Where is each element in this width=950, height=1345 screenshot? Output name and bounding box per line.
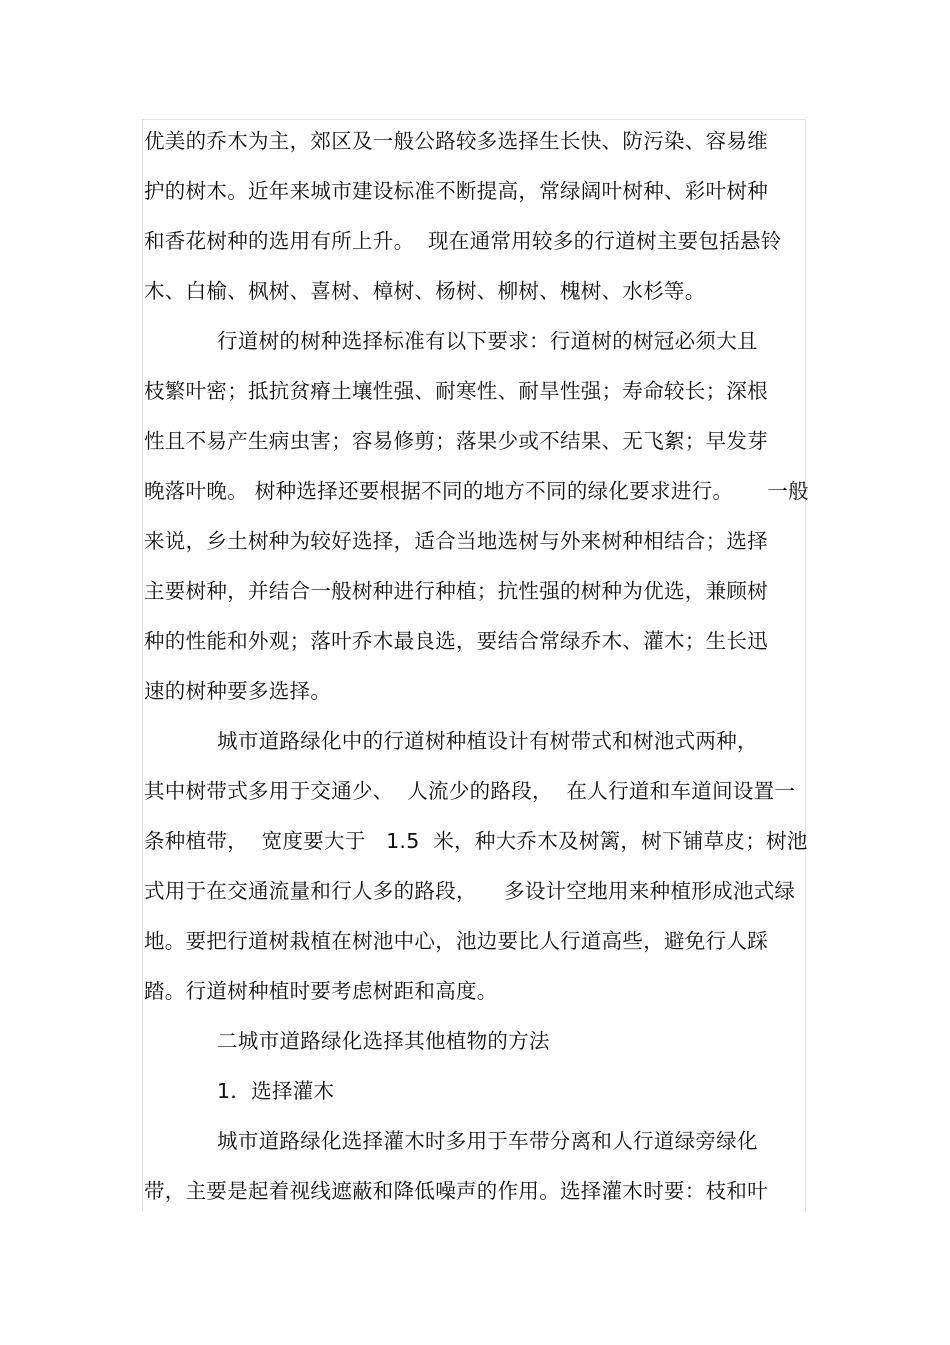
text-line: 条种植带， 宽度要大于 1.5 米，种大乔木及树篱，树下铺草皮；树池: [144, 829, 808, 853]
text-line: 护的树木。近年来城市建设标准不断提高，常绿阔叶树种、彩叶树种: [144, 179, 768, 203]
paragraph-start-line: 行道树的树种选择标准有以下要求：行道树的树冠必须大且: [217, 329, 758, 353]
text-line: 晚落叶晚。 树种选择还要根据不同的地方不同的绿化要求进行。 一般: [144, 479, 809, 503]
text-line: 优美的乔木为主，郊区及一般公路较多选择生长快、防污染、容易维: [144, 129, 768, 153]
text-line: 和香花树种的选用有所上升。 现在通常用较多的行道树主要包括悬铃: [144, 229, 782, 253]
text-line: 枝繁叶密；抵抗贫瘠土壤性强、耐寒性、耐旱性强；寿命较长；深根: [144, 379, 768, 403]
text-line: 踏。行道树种植时要考虑树距和高度。: [144, 979, 498, 1003]
text-line: 主要树种，并结合一般树种进行种植；抗性强的树种为优选，兼顾树: [144, 579, 768, 603]
paragraph-start-line: 城市道路绿化选择灌木时多用于车带分离和人行道绿旁绿化: [217, 1129, 758, 1153]
text-line: 式用于在交通流量和行人多的路段， 多设计空地用来种植形成池式绿: [144, 879, 796, 903]
paragraph-start-line: 城市道路绿化中的行道树种植设计有树带式和树池式两种，: [217, 729, 758, 753]
text-line: 性且不易产生病虫害；容易修剪；落果少或不结果、无飞絮；早发芽: [144, 429, 768, 453]
text-line: 速的树种要多选择。: [144, 679, 332, 703]
text-line: 木、白榆、枫树、喜树、樟树、杨树、柳树、槐树、水杉等。: [144, 279, 706, 303]
section-heading: 二城市道路绿化选择其他植物的方法: [217, 1029, 550, 1053]
subsection-heading: 1．选择灌木: [217, 1079, 335, 1103]
text-line: 地。要把行道树栽植在树池中心，池边要比人行道高些，避免行人踩: [144, 929, 768, 953]
text-line: 来说，乡土树种为较好选择，适合当地选树与外来树种相结合；选择: [144, 529, 768, 553]
text-line: 带，主要是起着视线遮蔽和降低噪声的作用。选择灌木时要：枝和叶: [144, 1179, 768, 1203]
text-line: 其中树带式多用于交通少、 人流少的路段， 在人行道和车道间设置一: [144, 779, 796, 803]
text-line: 种的性能和外观；落叶乔木最良选，要结合常绿乔木、灌木；生长迅: [144, 629, 768, 653]
